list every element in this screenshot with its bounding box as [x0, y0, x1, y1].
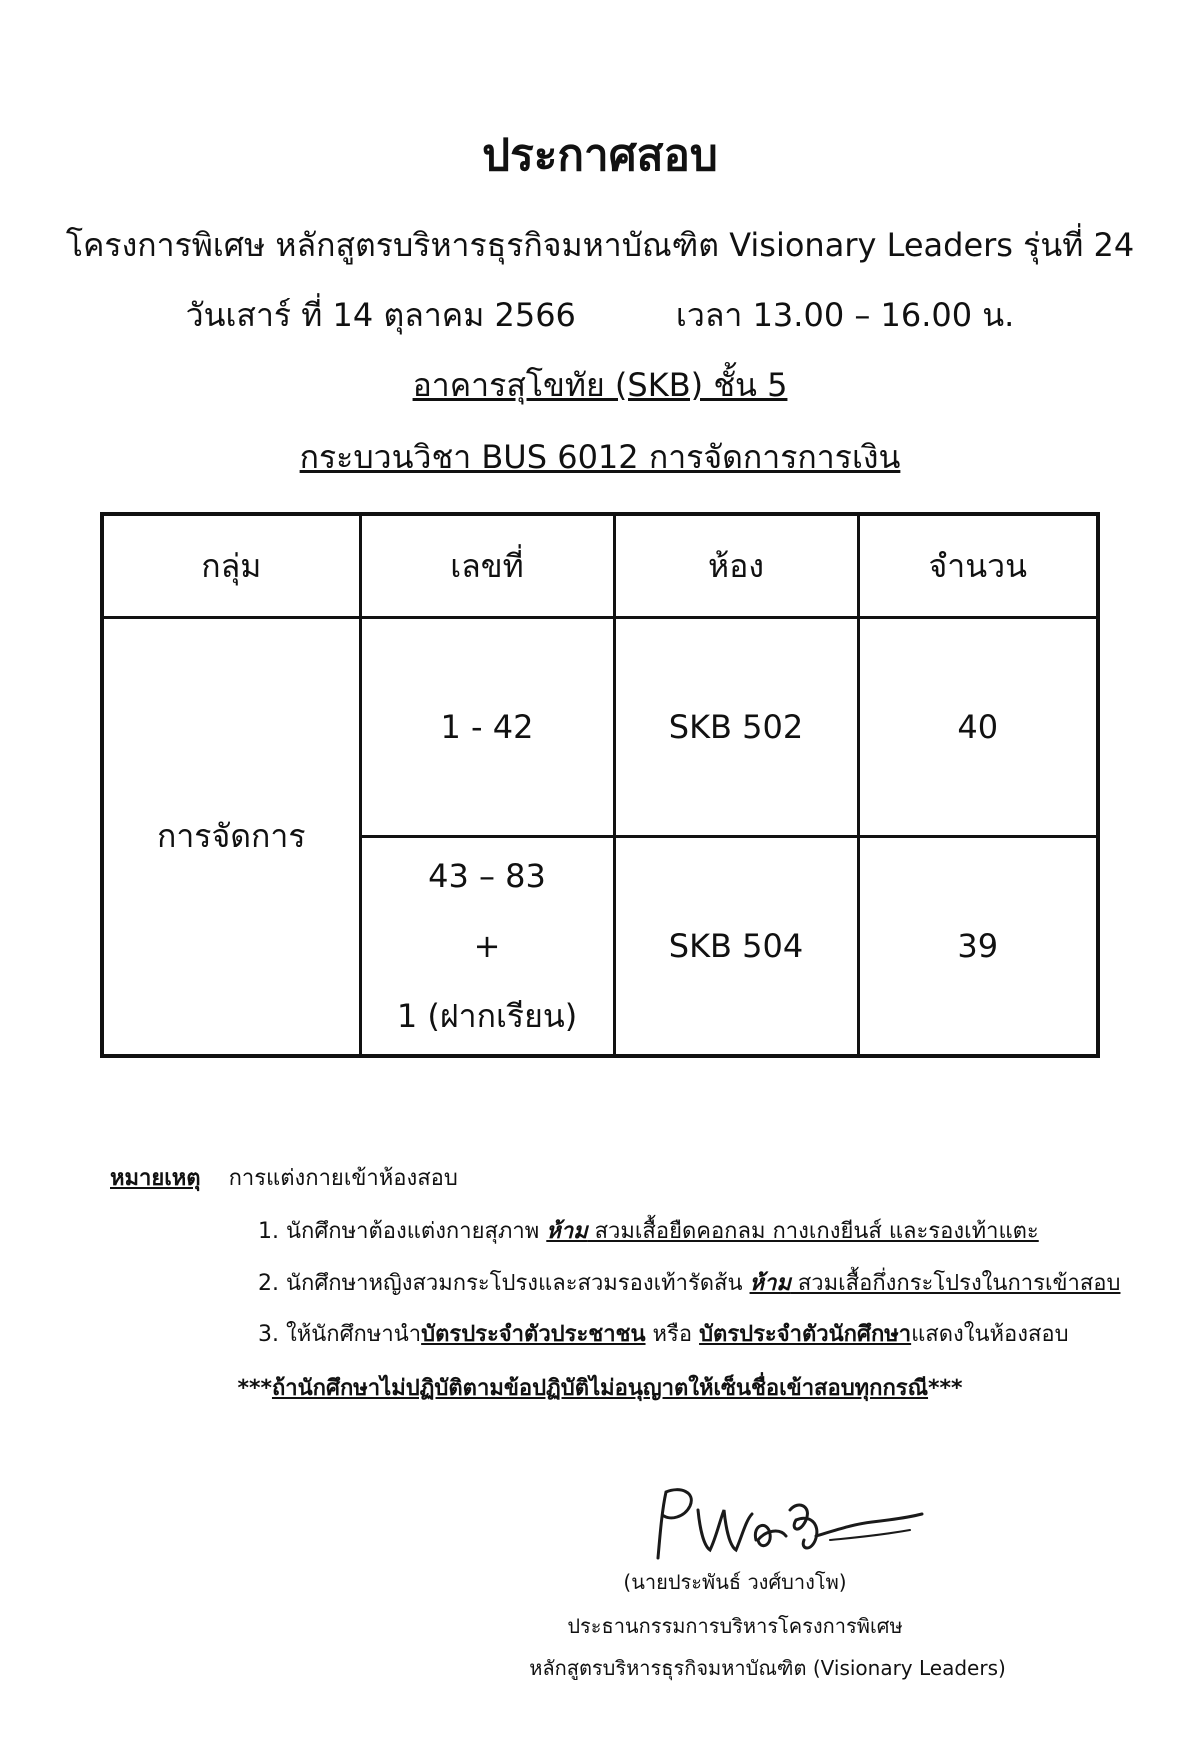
remarks-label: หมายเหตุ — [110, 1166, 201, 1191]
exam-course: กระบวนวิชา BUS 6012 การจัดการการเงิน — [299, 438, 901, 476]
count-cell: 39 — [858, 837, 1098, 1057]
count-cell: 40 — [858, 618, 1098, 837]
page-title: ประกาศสอบ — [482, 130, 718, 181]
remark-text: สวมเสื้อกึ่งกระโปรงในการเข้าสอบ — [790, 1271, 1121, 1296]
room-cell: SKB 504 — [614, 837, 858, 1057]
table-row — [102, 618, 1098, 837]
remark-text: สวมเสื้อยืดคอกลม กางเกงยีนส์ และรองเท้าแตะ — [587, 1219, 1039, 1244]
remark-emphasis: ห้าม — [546, 1219, 588, 1244]
exam-room-table — [100, 512, 1100, 1058]
seat-range-cell — [360, 837, 614, 1057]
remark-text: หรือ — [645, 1322, 700, 1347]
remark-text: 2. นักศึกษาหญิงสวมกระโปรงและสวมรองเท้ารัดส้น — [258, 1271, 750, 1296]
exam-date: วันเสาร์ ที่ 14 ตุลาคม 2566 — [185, 296, 576, 334]
seat-range: 1 - 42 — [440, 708, 534, 746]
exam-location: อาคารสุโขทัย (SKB) ชั้น 5 — [412, 366, 788, 404]
remark-emphasis: บัตรประจำตัวนักศึกษา — [699, 1322, 912, 1347]
group-cell: การจัดการ — [102, 618, 360, 1057]
exam-date-time — [0, 290, 1200, 341]
seat-range-cell — [360, 618, 614, 837]
remark-text: 1. นักศึกษาต้องแต่งกายสุภาพ — [258, 1219, 547, 1244]
remark-emphasis: ห้าม — [749, 1271, 791, 1296]
warning-text: ถ้านักศึกษาไม่ปฏิบัติตามข้อปฏิบัติไม่อนุญาตให้เซ็นชื่อเข้าสอบทุกกรณี — [271, 1376, 929, 1401]
remark-text: แสดงในห้องสอบ — [911, 1322, 1069, 1347]
exam-time: เวลา 13.00 – 16.00 น. — [675, 296, 1015, 334]
remarks-title: การแต่งกายเข้าห้องสอบ — [228, 1166, 458, 1191]
warning-mark: *** — [237, 1376, 272, 1401]
remark-item-1 — [258, 1213, 1039, 1248]
header-group: กลุ่ม — [102, 514, 360, 618]
warning-notice — [0, 1370, 1200, 1405]
handwritten-signature — [640, 1480, 930, 1570]
remark-emphasis: บัตรประจำตัวประชาชน — [421, 1322, 646, 1347]
remark-item-3 — [258, 1316, 1069, 1351]
signatory-position: ประธานกรรมการบริหารโครงการพิเศษ — [567, 1614, 903, 1638]
signatory-program: หลักสูตรบริหารธุรกิจมหาบัณฑิต (Visionary Leaders) — [529, 1656, 1006, 1680]
remark-text: 3. ให้นักศึกษานำ — [258, 1322, 422, 1347]
warning-mark: *** — [928, 1376, 963, 1401]
header-seat-number: เลขที่ — [360, 514, 614, 618]
program-subtitle: โครงการพิเศษ หลักสูตรบริหารธุรกิจมหาบัณฑิต Visionary Leaders รุ่นที่ 24 — [65, 226, 1135, 264]
table-header-row — [102, 514, 1098, 618]
remark-item-2 — [258, 1265, 1120, 1300]
header-count: จำนวน — [858, 514, 1098, 618]
header-room: ห้อง — [614, 514, 858, 618]
seat-plus: + — [473, 927, 501, 965]
room-cell: SKB 502 — [614, 618, 858, 837]
seat-range: 43 – 83 — [428, 857, 546, 895]
signatory-name: (นายประพันธ์ วงศ์บางโพ) — [623, 1570, 847, 1594]
seat-extra: 1 (ฝากเรียน) — [396, 997, 578, 1035]
remarks-heading — [110, 1160, 458, 1195]
